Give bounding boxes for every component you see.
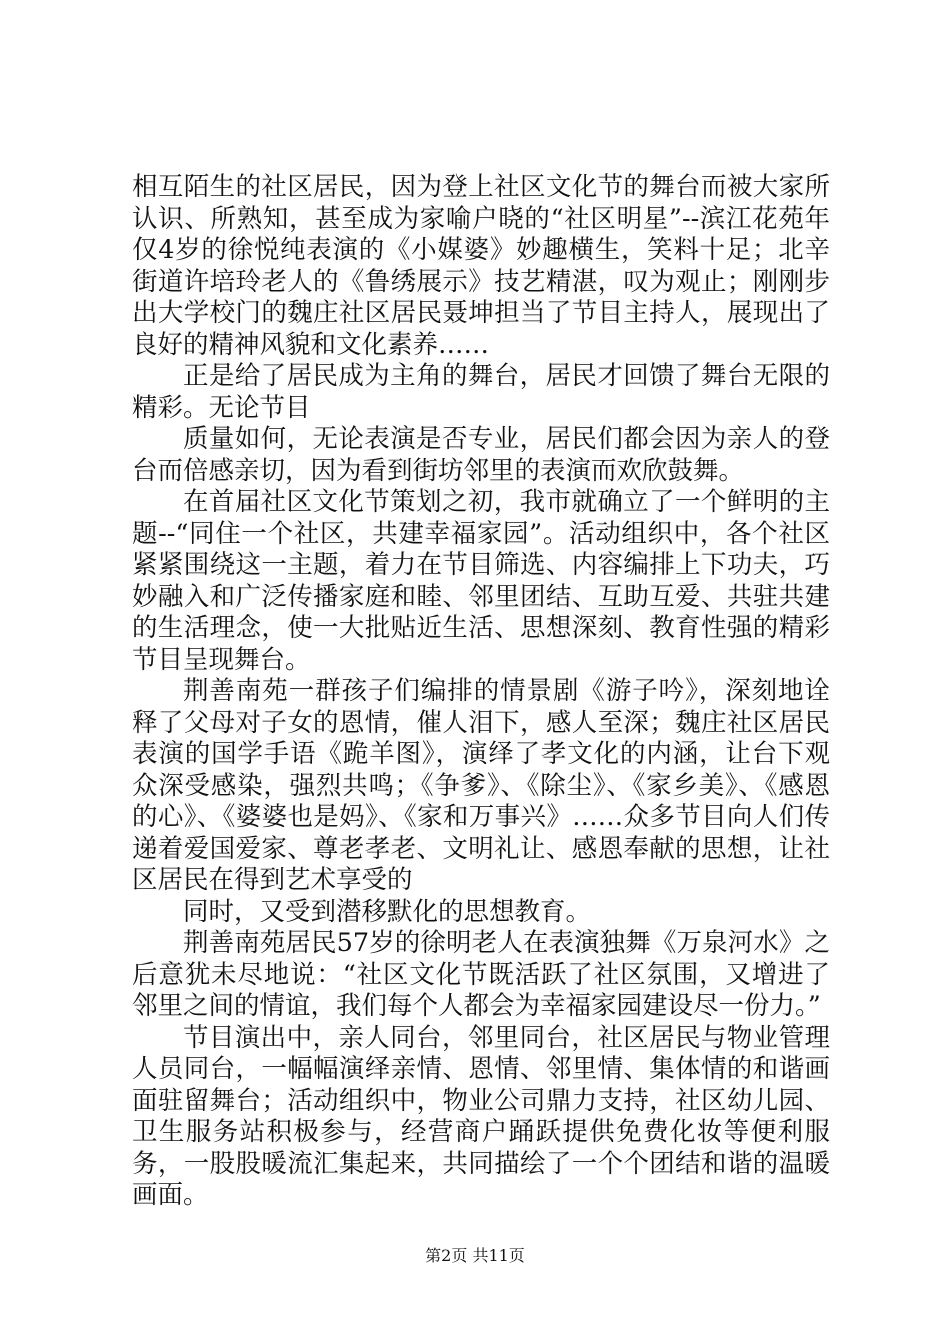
paragraph: 质量如何，无论表演是否专业，居民们都会因为亲人的登台而倍感亲切，因为看到街坊邻里的表演而欢欣鼓舞。 (132, 424, 830, 486)
document-body (132, 172, 830, 1212)
paragraph: 相互陌生的社区居民，因为登上社区文化节的舞台而被大家所认识、所熟知，甚至成为家喻户晓的“社区明星”--滨江花苑年仅4岁的徐悦纯表演的《小媒婆》妙趣横生，笑料十足；北辛街道许培玲老人的《鲁绣展示》技艺精湛，叹为观止；刚刚步出大学校门的魏庄社区居民聂坤担当了节目主持人，展现出了良好的精神风貌和文化素养…… (132, 172, 830, 360)
paragraph: 正是给了居民成为主角的舞台，居民才回馈了舞台无限的精彩。无论节目 (132, 361, 830, 423)
paragraph: 荆善南苑一群孩子们编排的情景剧《游子吟》，深刻地诠释了父母对子女的恩情，催人泪下，感人至深；魏庄社区居民表演的国学手语《跪羊图》，演绎了孝文化的内涵，让台下观众深受感染，强烈共鸣；《争爹》、《除尘》、《家乡美》、《感恩的心》、《婆婆也是妈》、《家和万事兴》……众多节目向人们传递着爱国爱家、尊老孝老、文明礼让、感恩奉献的思想，让社区居民在得到艺术享受的 (132, 676, 830, 895)
paragraph: 节目演出中，亲人同台，邻里同台，社区居民与物业管理人员同台，一幅幅演绎亲情、恩情、邻里情、集体情的和谐画面驻留舞台；活动组织中，物业公司鼎力支持，社区幼儿园、卫生服务站积极参与，经营商户踊跃提供免费化妆等便利服务，一股股暖流汇集起来，共同描绘了一个个团结和谐的温暖画面。 (132, 1022, 830, 1210)
paragraph: 在首届社区文化节策划之初，我市就确立了一个鲜明的主题--“同住一个社区，共建幸福家园”。活动组织中，各个社区紧紧围绕这一主题，着力在节目筛选、内容编排上下功夫，巧妙融入和广泛传播家庭和睦、邻里团结、互助互爱、共驻共建的生活理念，使一大批贴近生活、思想深刻、教育性强的精彩节目呈现舞台。 (132, 487, 830, 675)
paragraph: 同时，又受到潜移默化的思想教育。 (183, 896, 592, 927)
paragraph: 荆善南苑居民57岁的徐明老人在表演独舞《万泉河水》之后意犹未尽地说：“社区文化节既活跃了社区氛围，又增进了邻里之间的情谊，我们每个人都会为幸福家园建设尽一份力。” (132, 928, 830, 1021)
page-number-footer: 第2页 共11页 (425, 1246, 525, 1265)
